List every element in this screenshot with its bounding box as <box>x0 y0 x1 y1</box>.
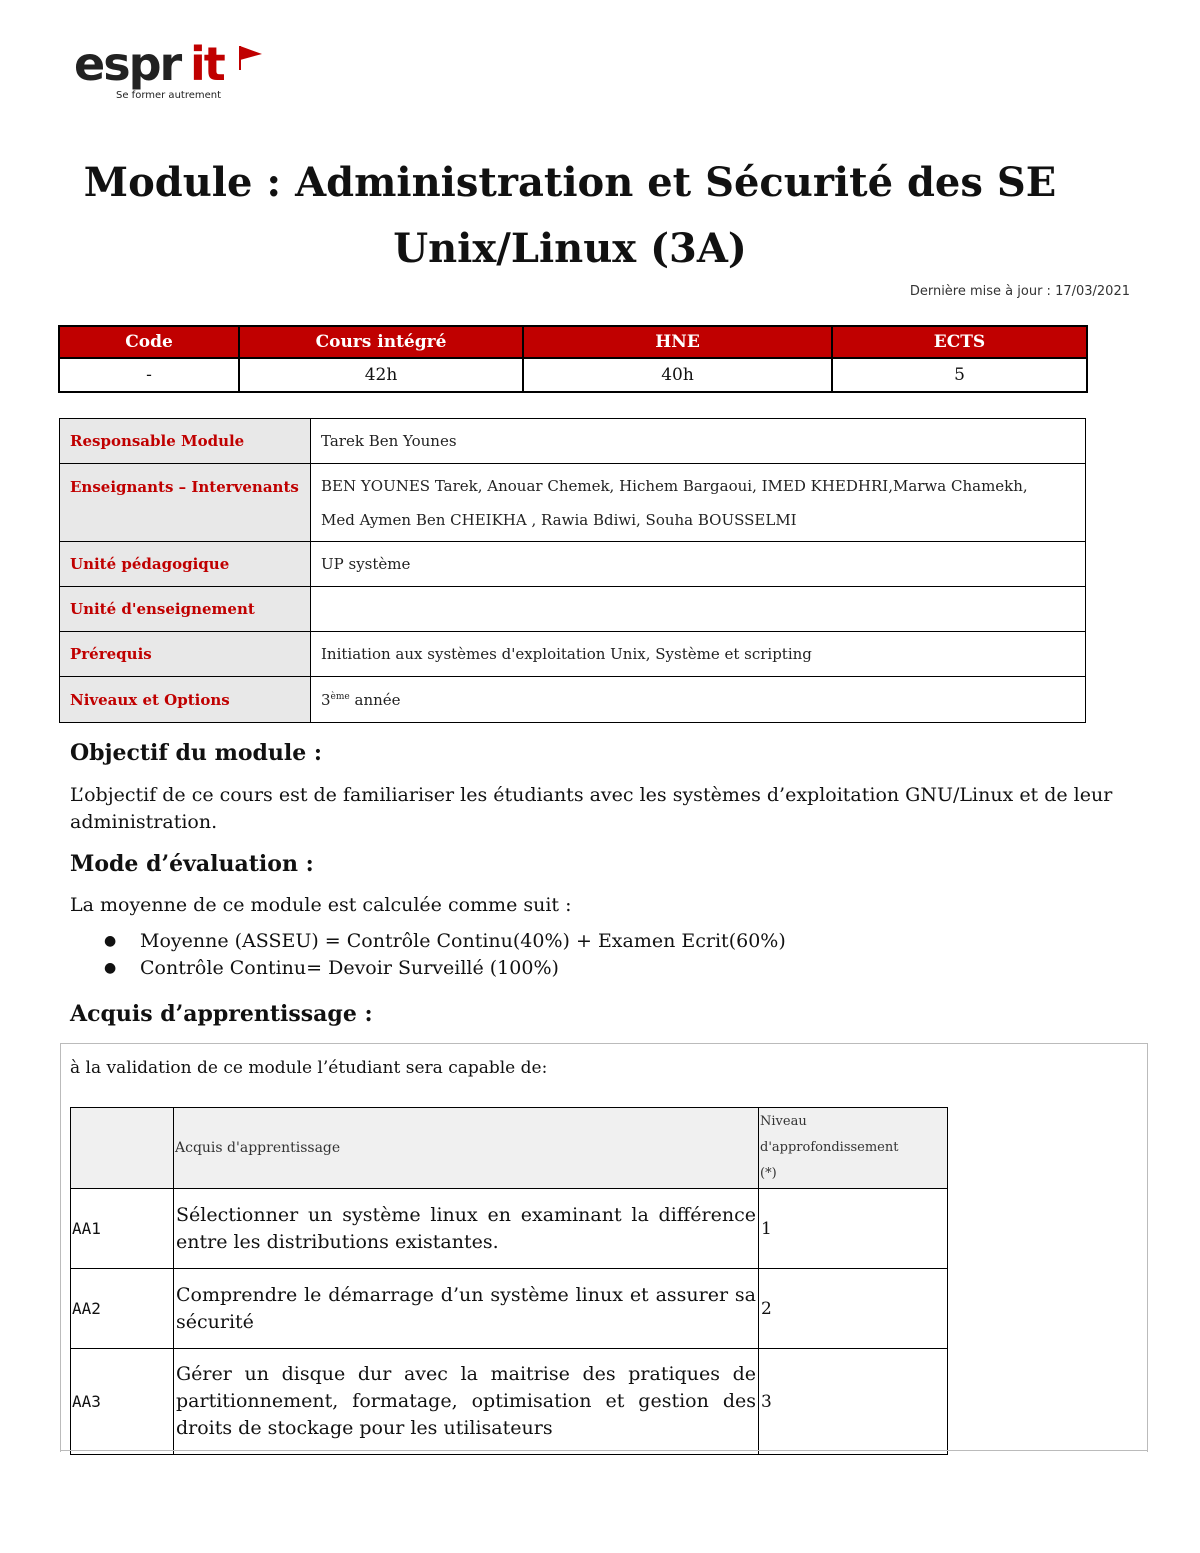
header-code: Code <box>59 326 239 358</box>
frame-bottom-line <box>60 1450 1147 1451</box>
acquis-intro: à la validation de ce module l’étudiant sera capable de: <box>70 1058 548 1078</box>
aa-level: 1 <box>759 1189 948 1269</box>
acquis-heading: Acquis d’apprentissage : <box>70 1001 373 1027</box>
niveaux-number: 3 <box>321 690 331 709</box>
header-cours: Cours intégré <box>239 326 523 358</box>
value-ects: 5 <box>832 358 1087 392</box>
table-row <box>71 1349 948 1455</box>
page-title <box>0 150 1140 282</box>
responsable-label: Responsable Module <box>60 419 311 464</box>
aa-description: Gérer un disque dur avec la maitrise des pratiques de partitionnement, formatage, optimisation et gestion des droits de stockage pour les utilisateurs <box>174 1349 759 1455</box>
prerequis-label: Prérequis <box>60 632 311 677</box>
value-hne: 40h <box>523 358 832 392</box>
evaluation-item: ● Moyenne (ASSEU) = Contrôle Continu(40%) + Examen Ecrit(60%) <box>140 928 786 955</box>
enseignants-line-2: Med Aymen Ben CHEIKHA , Rawia Bdiwi, Souha BOUSSELMI <box>321 510 797 529</box>
prerequis-value: Initiation aux systèmes d'exploitation Unix, Système et scripting <box>311 632 1086 677</box>
responsable-value: Tarek Ben Younes <box>311 419 1086 464</box>
niveau-header <box>759 1108 948 1189</box>
unite-pedagogique-label: Unité pédagogique <box>60 542 311 587</box>
summary-table <box>58 325 1088 393</box>
value-code: - <box>59 358 239 392</box>
evaluation-heading: Mode d’évaluation : <box>70 851 314 877</box>
niveaux-label: Niveaux et Options <box>60 677 311 723</box>
unite-enseignement-label: Unité d'enseignement <box>60 587 311 632</box>
header-hne: HNE <box>523 326 832 358</box>
niveaux-value <box>311 677 1086 723</box>
niveau-header-line-2: (*) <box>760 1166 777 1181</box>
aa-level: 3 <box>759 1349 948 1455</box>
aa-description: Sélectionner un système linux en examinant la différence entre les distributions existantes. <box>174 1189 759 1269</box>
esprit-logo <box>72 40 272 104</box>
aa-code: AA1 <box>71 1189 174 1269</box>
evaluation-intro: La moyenne de ce module est calculée comme suit : <box>70 894 572 916</box>
aa-code: AA2 <box>71 1269 174 1349</box>
niveau-header-line-1: Niveau d'approfondissement <box>760 1114 899 1155</box>
unite-enseignement-value <box>311 587 1086 632</box>
table-row <box>71 1189 948 1269</box>
objectif-heading: Objectif du module : <box>70 740 323 766</box>
module-info-table <box>59 418 1086 723</box>
svg-text:Se former autrement: Se former autrement <box>116 90 222 101</box>
value-cours: 42h <box>239 358 523 392</box>
last-update: Dernière mise à jour : 17/03/2021 <box>909 284 1130 299</box>
objectif-text: L’objectif de ce cours est de familiariser les étudiants avec les systèmes d’exploitation GNU/Linux et de leur administration. <box>70 784 1113 833</box>
table-row <box>71 1269 948 1349</box>
niveaux-suffix: ème <box>330 691 350 702</box>
title-line-1: Module : Administration et Sécurité des SE <box>83 159 1057 206</box>
aa-level: 2 <box>759 1269 948 1349</box>
niveaux-text: année <box>349 690 401 709</box>
unite-pedagogique-value: UP système <box>311 542 1086 587</box>
aa-code: AA3 <box>71 1349 174 1455</box>
acquis-header-label: Acquis d'apprentissage <box>174 1108 759 1189</box>
logo-brand-text: espr <box>74 40 181 91</box>
enseignants-label: Enseignants – Intervenants <box>60 464 311 542</box>
evaluation-list <box>70 928 786 982</box>
enseignants-line-1: BEN YOUNES Tarek, Anouar Chemek, Hichem Bargaoui, IMED KHEDHRI,Marwa Chamekh, <box>321 476 1028 495</box>
title-line-2: Unix/Linux (3A) <box>393 225 747 272</box>
evaluation-item: ● Contrôle Continu= Devoir Surveillé (100%) <box>140 955 786 982</box>
acquis-table <box>70 1107 948 1455</box>
aa-description: Comprendre le démarrage d’un système linux et assurer sa sécurité <box>174 1269 759 1349</box>
header-ects: ECTS <box>832 326 1087 358</box>
enseignants-value <box>311 464 1086 542</box>
svg-text:it: it <box>190 40 224 91</box>
acquis-header-blank <box>71 1108 174 1189</box>
